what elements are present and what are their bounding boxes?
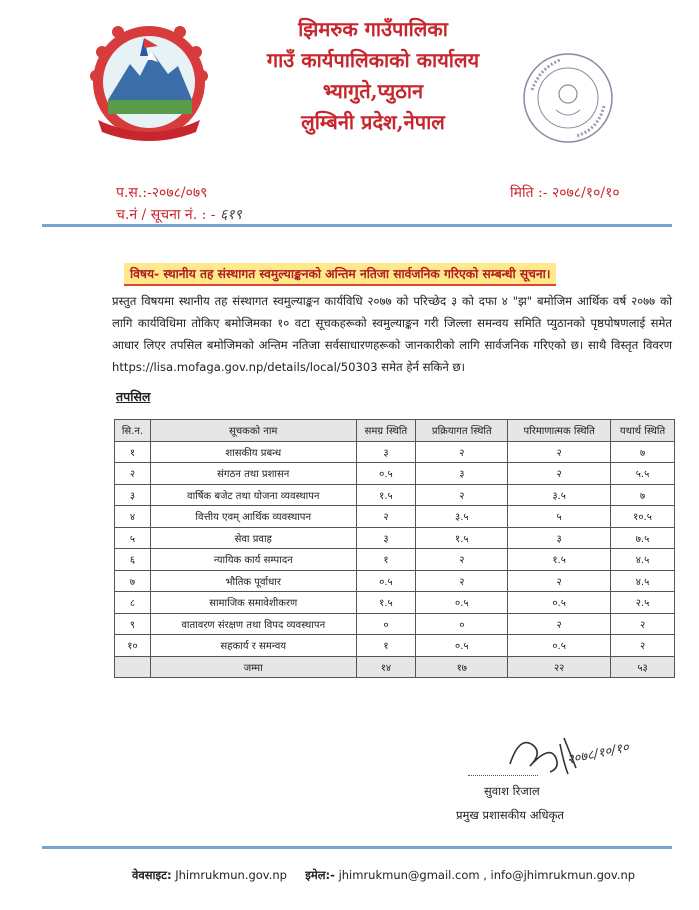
- indicator-cell: भौतिक पूर्वाधार: [150, 570, 356, 592]
- table-row: [115, 527, 675, 549]
- serial-cell: ४: [115, 506, 151, 528]
- table-header-row: [115, 420, 675, 442]
- header-quantitative: परिमाणात्मक स्थिति: [508, 420, 611, 442]
- notice-subject: विषय- स्थानीय तह संस्थागत स्वमुल्याङ्कनको अन्तिम नतिजा सार्वजनिक गरिएको सम्बन्धी सूचना।: [124, 263, 556, 286]
- actual-cell: ४.५: [611, 549, 675, 571]
- indicator-cell: संगठन तथा प्रशासन: [150, 463, 356, 485]
- serial-cell: १०: [115, 635, 151, 657]
- municipality-name: झिमरुक गाउँपालिका: [298, 17, 448, 41]
- overall-cell: ०.५: [356, 570, 416, 592]
- serial-cell: ८: [115, 592, 151, 614]
- quantitative-cell: २: [508, 570, 611, 592]
- procedural-cell: २: [416, 570, 508, 592]
- table-row: [115, 592, 675, 614]
- overall-cell: १: [356, 549, 416, 571]
- quantitative-cell: २: [508, 463, 611, 485]
- overall-cell: २: [356, 506, 416, 528]
- procedural-cell: ०.५: [416, 592, 508, 614]
- details-heading: तपसिल: [116, 389, 151, 404]
- procedural-cell: ३: [416, 463, 508, 485]
- office-seal: [520, 50, 616, 146]
- serial-cell: ६: [115, 549, 151, 571]
- procedural-cell: ०: [416, 613, 508, 635]
- header-divider: [42, 224, 672, 227]
- table-row: [115, 635, 675, 657]
- dispatch-number-value: ६१९: [219, 207, 242, 223]
- actual-cell: १०.५: [611, 506, 675, 528]
- fiscal-year-value: २०७८/०७९: [151, 185, 208, 201]
- actual-cell: ४.५: [611, 570, 675, 592]
- serial-cell: ७: [115, 570, 151, 592]
- header-indicator: सूचकको नाम: [150, 420, 356, 442]
- serial-cell: ५: [115, 527, 151, 549]
- actual-cell: २: [611, 635, 675, 657]
- procedural-cell: २: [416, 441, 508, 463]
- indicator-cell: शासकीय प्रबन्ध: [150, 441, 356, 463]
- table-row: [115, 484, 675, 506]
- overall-cell: १: [356, 635, 416, 657]
- office-header: [228, 14, 518, 138]
- actual-cell: २: [611, 613, 675, 635]
- date-value: २०७८/१०/१०: [551, 185, 620, 201]
- total-overall: १४: [356, 656, 416, 678]
- overall-cell: ३: [356, 527, 416, 549]
- serial-cell: २: [115, 463, 151, 485]
- quantitative-cell: ३.५: [508, 484, 611, 506]
- indicator-cell: सामाजिक समावेशीकरण: [150, 592, 356, 614]
- quantitative-cell: २: [508, 441, 611, 463]
- quantitative-cell: १.५: [508, 549, 611, 571]
- quantitative-cell: ०.५: [508, 635, 611, 657]
- procedural-cell: ०.५: [416, 635, 508, 657]
- total-quantitative: २२: [508, 656, 611, 678]
- total-procedural: १७: [416, 656, 508, 678]
- footer-divider: [42, 846, 672, 849]
- header-serial: सि.न.: [115, 420, 151, 442]
- quantitative-cell: २: [508, 613, 611, 635]
- procedural-cell: २: [416, 549, 508, 571]
- signatory-name: सुवाश रिजाल: [484, 784, 540, 798]
- indicator-cell: न्यायिक कार्य सम्पादन: [150, 549, 356, 571]
- table-row: [115, 549, 675, 571]
- procedural-cell: १.५: [416, 527, 508, 549]
- signatory-title: प्रमुख प्रशासकीय अधिकृत: [456, 808, 564, 822]
- office-location: भ्यागुते,प्युठान: [322, 79, 424, 103]
- fiscal-year-label: प.स.:-: [116, 185, 152, 201]
- actual-cell: ७: [611, 484, 675, 506]
- serial-cell: ३: [115, 484, 151, 506]
- table-row: [115, 463, 675, 485]
- total-serial-cell: [115, 656, 151, 678]
- actual-cell: २.५: [611, 592, 675, 614]
- overall-cell: ०.५: [356, 463, 416, 485]
- overall-cell: १.५: [356, 592, 416, 614]
- procedural-cell: ३.५: [416, 506, 508, 528]
- table-row: [115, 613, 675, 635]
- header-procedural: प्रक्रियागत स्थिति: [416, 420, 508, 442]
- province-name: लुम्बिनी प्रदेश,नेपाल: [301, 110, 445, 134]
- contact-footer: [132, 868, 635, 883]
- quantitative-cell: ५: [508, 506, 611, 528]
- total-label: जम्मा: [150, 656, 356, 678]
- email-label: इमेल:-: [305, 868, 335, 882]
- email-links[interactable]: jhimrukmun@gmail.com , info@jhimrukmun.gov.np: [338, 868, 636, 882]
- signature-line: [468, 775, 538, 776]
- indicator-cell: वित्तीय एवम् आर्थिक व्यवस्थापन: [150, 506, 356, 528]
- quantitative-cell: ०.५: [508, 592, 611, 614]
- overall-cell: ०: [356, 613, 416, 635]
- total-actual: ५३: [611, 656, 675, 678]
- indicator-cell: वार्षिक बजेट तथा योजना व्यवस्थापन: [150, 484, 356, 506]
- date-label: मिति :-: [510, 185, 548, 201]
- overall-cell: ३: [356, 441, 416, 463]
- serial-cell: ९: [115, 613, 151, 635]
- indicator-cell: सेवा प्रवाह: [150, 527, 356, 549]
- office-name: गाउँ कार्यपालिकाको कार्यालय: [266, 48, 480, 72]
- assessment-table: [114, 419, 675, 678]
- actual-cell: ५.५: [611, 463, 675, 485]
- quantitative-cell: ३: [508, 527, 611, 549]
- indicator-cell: सहकार्य र समन्वय: [150, 635, 356, 657]
- actual-cell: ७: [611, 441, 675, 463]
- website-label: वेवसाइट:: [132, 868, 172, 882]
- indicator-cell: वातावरण संरक्षण तथा विपद व्यवस्थापन: [150, 613, 356, 635]
- table-row: [115, 506, 675, 528]
- overall-cell: १.५: [356, 484, 416, 506]
- total-row: [115, 656, 675, 678]
- website-link[interactable]: Jhimrukmun.gov.np: [175, 868, 287, 882]
- header-actual: यथार्थ स्थिति: [611, 420, 675, 442]
- dispatch-label: च.नं / सूचना नं. : -: [116, 207, 216, 223]
- signature-date: २०७८/१०/१०: [565, 740, 631, 768]
- table-row: [115, 570, 675, 592]
- actual-cell: ७.५: [611, 527, 675, 549]
- municipality-emblem: [78, 16, 220, 144]
- dispatch-number-line: [116, 205, 242, 224]
- procedural-cell: २: [416, 484, 508, 506]
- date-line: [510, 183, 620, 202]
- table-row: [115, 441, 675, 463]
- header-overall: समग्र स्थिति: [356, 420, 416, 442]
- notice-body: प्रस्तुत विषयमा स्थानीय तह संस्थागत स्वमुल्याङ्कन कार्यविधि २०७७ को परिच्छेद ३ को दफा ४ "झ" बमोजिम आर्थिक वर्ष २०७७ को लागि कार्यविधिमा तोकिए बमोजिमका १० वटा सूचकहरूको स्वमुल्याङ्कन गरी जिल्ला समन्वय समिति प्युठानको पृष्ठपोषणलाई समेत आधार लिएर तपसिल बमोजिमको अन्तिम नतिजा सर्वसाधारणहरूको जानकारीको लागि सार्वजनिक गरिएको छ। साथै विस्तृत विवरण https://lisa.mofaga.gov.np/details/local/50303 समेत हेर्न सकिने छ।: [112, 294, 672, 374]
- fiscal-year-line: [116, 183, 207, 202]
- serial-cell: १: [115, 441, 151, 463]
